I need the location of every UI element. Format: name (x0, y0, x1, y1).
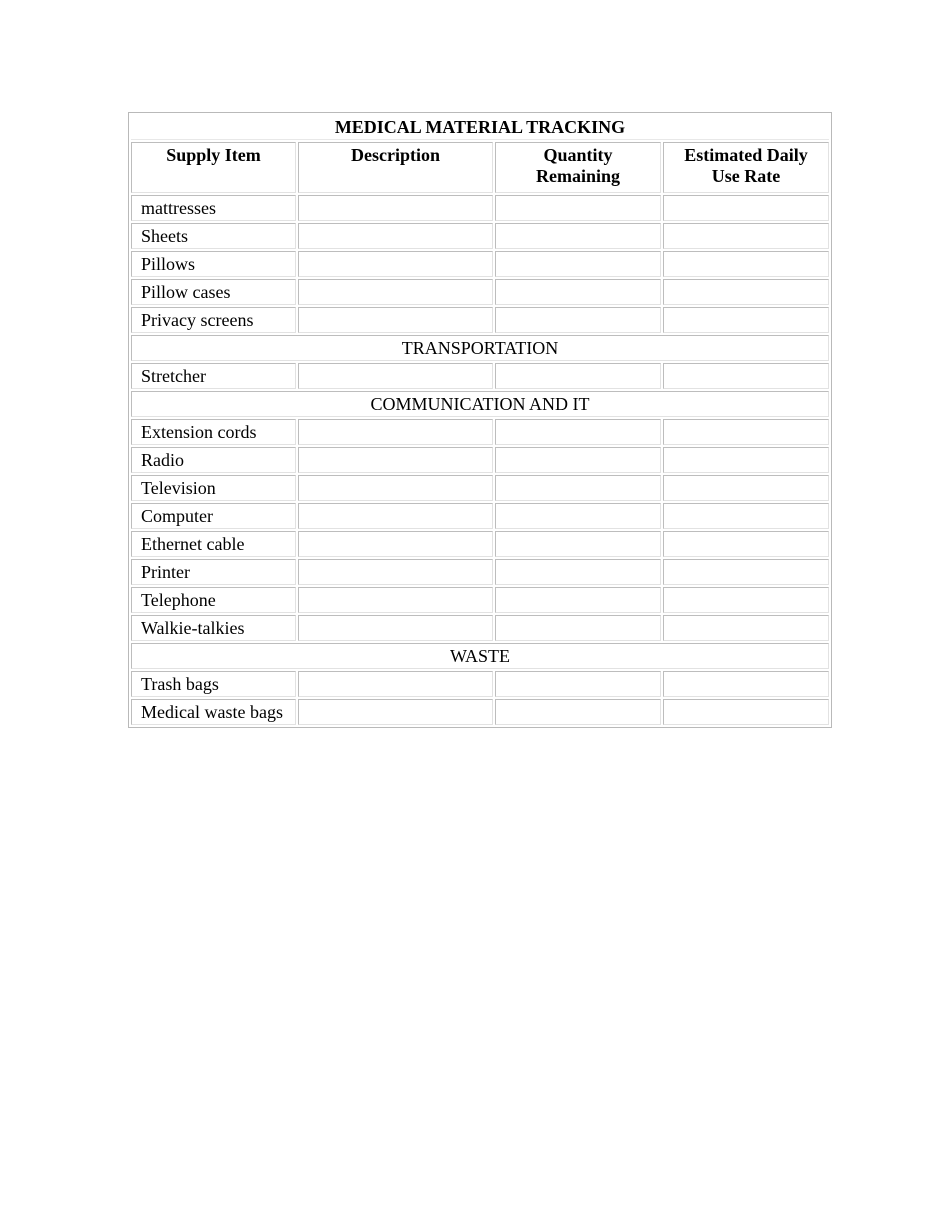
use-rate-cell[interactable] (663, 587, 829, 613)
use-rate-cell[interactable] (663, 671, 829, 697)
supply-item-cell: Printer (131, 559, 296, 585)
section-heading-waste: WASTE (131, 643, 829, 669)
use-rate-cell[interactable] (663, 699, 829, 725)
use-rate-cell[interactable] (663, 447, 829, 473)
supply-item-cell: Pillow cases (131, 279, 296, 305)
supply-item-cell: Ethernet cable (131, 531, 296, 557)
header-quantity-remaining: Quantity Remaining (495, 142, 661, 193)
section-row (131, 643, 829, 669)
table-row (131, 279, 829, 305)
table-row (131, 475, 829, 501)
supply-item-cell: Television (131, 475, 296, 501)
description-cell[interactable] (298, 279, 493, 305)
use-rate-cell[interactable] (663, 419, 829, 445)
description-cell[interactable] (298, 363, 493, 389)
table-row (131, 503, 829, 529)
table-row (131, 419, 829, 445)
description-cell[interactable] (298, 223, 493, 249)
use-rate-cell[interactable] (663, 531, 829, 557)
use-rate-cell[interactable] (663, 307, 829, 333)
table-row (131, 559, 829, 585)
quantity-cell[interactable] (495, 223, 661, 249)
supply-item-cell: Walkie-talkies (131, 615, 296, 641)
supply-item-cell: Pillows (131, 251, 296, 277)
quantity-cell[interactable] (495, 699, 661, 725)
use-rate-cell[interactable] (663, 475, 829, 501)
quantity-cell[interactable] (495, 475, 661, 501)
quantity-cell[interactable] (495, 279, 661, 305)
supply-item-cell: Radio (131, 447, 296, 473)
header-daily-use-rate: Estimated Daily Use Rate (663, 142, 829, 193)
supply-item-cell: Stretcher (131, 363, 296, 389)
table-row (131, 671, 829, 697)
supply-item-cell: Telephone (131, 587, 296, 613)
table-row (131, 531, 829, 557)
title-row (131, 115, 829, 140)
supply-item-cell: Trash bags (131, 671, 296, 697)
medical-material-tracking-table (128, 112, 832, 728)
use-rate-cell[interactable] (663, 559, 829, 585)
header-description: Description (298, 142, 493, 193)
header-supply-item: Supply Item (131, 142, 296, 193)
table-row (131, 195, 829, 221)
table-row (131, 699, 829, 725)
description-cell[interactable] (298, 699, 493, 725)
document-page (128, 112, 826, 728)
table-title: MEDICAL MATERIAL TRACKING (131, 115, 829, 140)
use-rate-cell[interactable] (663, 195, 829, 221)
use-rate-cell[interactable] (663, 363, 829, 389)
use-rate-cell[interactable] (663, 503, 829, 529)
section-row (131, 391, 829, 417)
description-cell[interactable] (298, 195, 493, 221)
supply-item-cell: Medical waste bags (131, 699, 296, 725)
section-heading-transportation: TRANSPORTATION (131, 335, 829, 361)
quantity-cell[interactable] (495, 447, 661, 473)
quantity-cell[interactable] (495, 195, 661, 221)
description-cell[interactable] (298, 671, 493, 697)
use-rate-cell[interactable] (663, 251, 829, 277)
description-cell[interactable] (298, 251, 493, 277)
supply-item-cell: mattresses (131, 195, 296, 221)
quantity-cell[interactable] (495, 559, 661, 585)
description-cell[interactable] (298, 615, 493, 641)
table-row (131, 447, 829, 473)
use-rate-cell[interactable] (663, 615, 829, 641)
supply-item-cell: Sheets (131, 223, 296, 249)
quantity-cell[interactable] (495, 615, 661, 641)
table-row (131, 251, 829, 277)
header-row (131, 142, 829, 193)
description-cell[interactable] (298, 503, 493, 529)
quantity-cell[interactable] (495, 587, 661, 613)
description-cell[interactable] (298, 447, 493, 473)
description-cell[interactable] (298, 307, 493, 333)
quantity-cell[interactable] (495, 307, 661, 333)
supply-item-cell: Privacy screens (131, 307, 296, 333)
supply-item-cell: Computer (131, 503, 296, 529)
description-cell[interactable] (298, 419, 493, 445)
table-row (131, 223, 829, 249)
quantity-cell[interactable] (495, 363, 661, 389)
description-cell[interactable] (298, 559, 493, 585)
supply-item-cell: Extension cords (131, 419, 296, 445)
section-heading-communication: COMMUNICATION AND IT (131, 391, 829, 417)
quantity-cell[interactable] (495, 503, 661, 529)
description-cell[interactable] (298, 531, 493, 557)
quantity-cell[interactable] (495, 531, 661, 557)
table-row (131, 615, 829, 641)
use-rate-cell[interactable] (663, 223, 829, 249)
section-row (131, 335, 829, 361)
table-row (131, 307, 829, 333)
table-row (131, 363, 829, 389)
table-row (131, 587, 829, 613)
quantity-cell[interactable] (495, 251, 661, 277)
use-rate-cell[interactable] (663, 279, 829, 305)
quantity-cell[interactable] (495, 419, 661, 445)
description-cell[interactable] (298, 587, 493, 613)
description-cell[interactable] (298, 475, 493, 501)
quantity-cell[interactable] (495, 671, 661, 697)
